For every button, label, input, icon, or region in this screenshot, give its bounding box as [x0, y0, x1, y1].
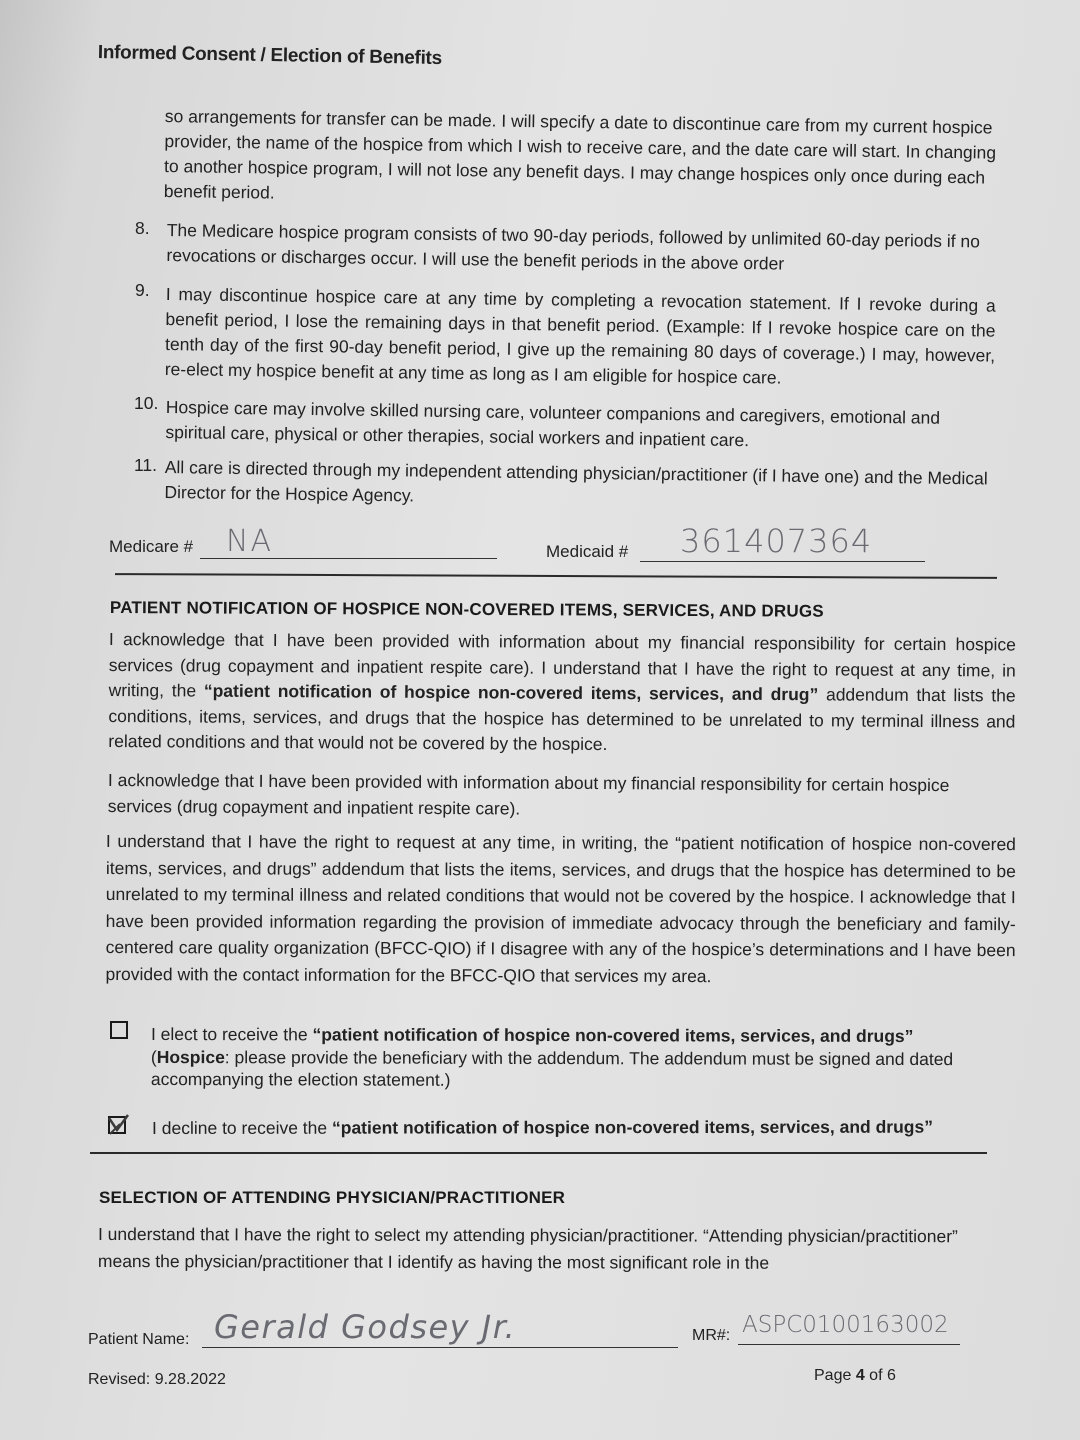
- mr-label: MR#:: [692, 1327, 731, 1344]
- item-number: 10.: [134, 393, 159, 413]
- patient-name-value[interactable]: Gerald Godsey Jr.: [214, 1308, 517, 1346]
- section-divider: [115, 573, 997, 579]
- decline-bold: “patient notification of hospice non-covered items, services, and drugs”: [331, 1116, 933, 1138]
- list-item: I may discontinue hospice care at any time by completing a revocation statement. If I revoke during a benefit period, I lose the remaining days in that benefit period. (Example: If I revoke hospice care on the tenth day of the first 90-day benefit period, I give up the remaining 80 days of coverage.) I may, however, re-elect my hospice benefit at any time as long as I am eligible for hospice care.: [164, 283, 996, 388]
- item-number: 9.: [135, 280, 150, 300]
- page-current: 4: [855, 1367, 865, 1384]
- physician-text: I understand that I have the right to select my attending physician/practitioner. “Attending physician/practitioner” means the physician/practitioner that I identify as having the most significant role in the: [97, 1224, 958, 1273]
- medicare-label: Medicare #: [109, 537, 194, 556]
- elect-statement: [151, 1023, 981, 1093]
- elect-hospice: Hospice: [156, 1046, 225, 1067]
- notification-heading: PATIENT NOTIFICATION OF HOSPICE NON-COVERED ITEMS, SERVICES, AND DRUGS: [109, 598, 824, 621]
- notification-p1-bold: “patient notification of hospice non-covered items, services, and drug”: [203, 680, 819, 705]
- intro-continuation: so arrangements for transfer can be made. I will specify a date to discontinue care from my current hospice provider, the name of the hospice from which I wish to receive care, and the date care will start. In changing to another hospice program, I will not lose any benefit days. I may change hospices only once during each benefit period.: [163, 105, 997, 203]
- section-divider: [90, 1152, 987, 1154]
- elect-open: (: [150, 1046, 157, 1067]
- list-item: The Medicare hospice program consists of two 90-day periods, followed by unlimited 60-day periods if no revocations or discharges occur. I will use the benefit periods in the above order: [166, 219, 981, 274]
- notification-p1-text: I acknowledge that I have been provided with information about my financial responsibility for certain hospice services (drug copayment and inpatient respite care). I understand that I have the right to request at any time, in writing, the: [108, 628, 1016, 701]
- patient-name-label: Patient Name:: [88, 1331, 190, 1348]
- patient-name-line: [202, 1347, 678, 1348]
- decline-text: I decline to receive the: [152, 1117, 333, 1138]
- item-number: 11.: [134, 455, 158, 475]
- page-prefix: Page: [814, 1367, 856, 1384]
- decline-statement: [152, 1114, 1012, 1141]
- decline-checkbox[interactable]: [108, 1116, 126, 1134]
- notification-paragraph-2: I acknowledge that I have been provided with information about my financial responsibility for certain hospice services (drug copayment and inpatient respite care).: [107, 769, 950, 819]
- list-item: All care is directed through my independent attending physician/practitioner (if I have one) and the Medical Director for the Hospice Agency.: [164, 456, 988, 506]
- page-number: [814, 1367, 896, 1385]
- elect-rest: : please provide the beneficiary with the addendum. The addendum must be signed and dated accompanying the election statement.): [150, 1046, 954, 1090]
- medicaid-label: Medicaid #: [546, 542, 629, 561]
- item-number: 8.: [135, 218, 150, 238]
- elect-bold: “patient notification of hospice non-covered items, services, and drugs”: [312, 1024, 914, 1046]
- page-header-title: Informed Consent / Election of Benefits: [97, 42, 443, 70]
- elect-checkbox[interactable]: [110, 1021, 128, 1039]
- medicaid-line: [640, 561, 925, 562]
- elect-text: I elect to receive the: [150, 1024, 313, 1045]
- notification-paragraph-3: I understand that I have the right to request at any time, in writing, the “patient notification of hospice non-covered items, services, and drugs” addendum that lists the items, services, and drugs that the hospice has determined to be unrelated to my terminal illness and related conditions that would not be covered by the hospice. I acknowledge that I have been provided information regarding the provision of immediate advocacy through the beneficiary and family-centered care quality organization (BFCC-QIO) if I disagree with any of the hospice’s determinations and I have been provided with the contact information for the BFCC-QIO that services my area.: [105, 831, 1016, 986]
- checkmark-icon: [106, 1112, 132, 1138]
- list-item: Hospice care may involve skilled nursing care, volunteer companions and caregivers, emotional and spiritual care, physical or other therapies, social workers and inpatient care.: [165, 396, 941, 451]
- page-suffix: of 6: [864, 1367, 896, 1384]
- medicaid-value[interactable]: 361407364: [680, 522, 873, 560]
- mr-line: [738, 1344, 960, 1345]
- revised-date: Revised: 9.28.2022: [88, 1371, 226, 1388]
- mr-value[interactable]: ASPC0100163002: [742, 1312, 949, 1338]
- medicare-value[interactable]: NA: [226, 524, 273, 559]
- physician-heading: SELECTION OF ATTENDING PHYSICIAN/PRACTITIONER: [99, 1188, 566, 1207]
- notification-p1-rest: addendum that lists the conditions, items, services, and drugs that the hospice has determined to be unrelated to my terminal illness and related conditions and that would not be covered by the hospice.: [108, 684, 1016, 755]
- notification-paragraph-1: [108, 627, 1016, 760]
